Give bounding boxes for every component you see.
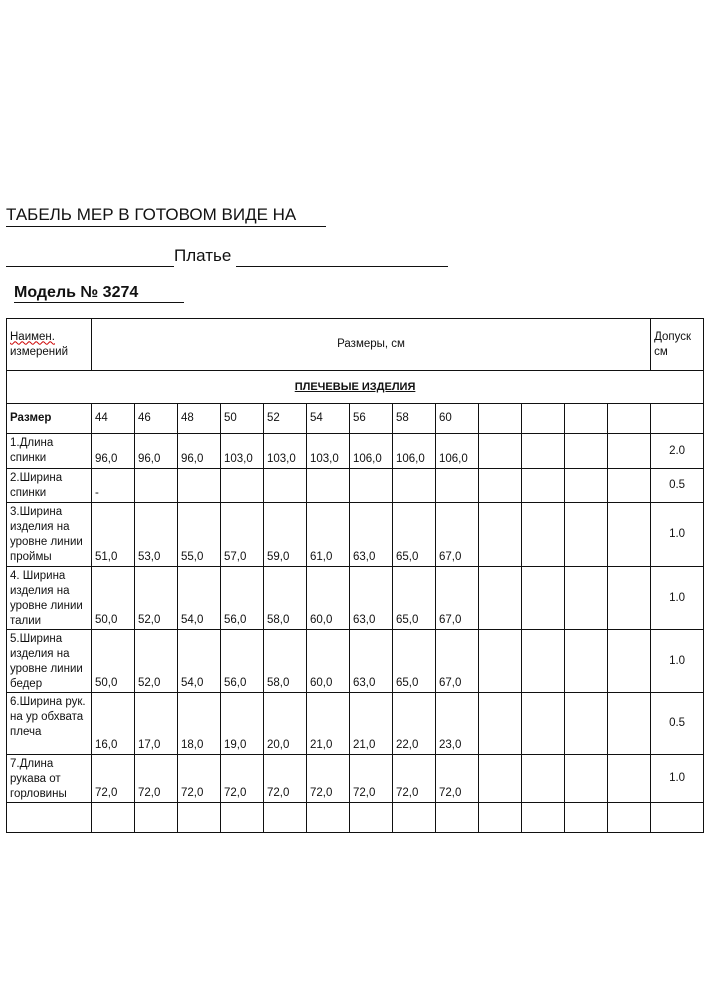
measurement-value	[522, 567, 565, 630]
model-number: Модель № 3274	[14, 284, 139, 301]
table-row	[7, 434, 704, 469]
cutoff-cell	[264, 803, 307, 833]
product-underline-right	[236, 266, 448, 267]
measurement-value: 60,0	[307, 567, 350, 630]
measurement-value: 58,0	[264, 567, 307, 630]
measurement-value	[608, 630, 651, 693]
table-row	[7, 503, 704, 567]
table-row	[7, 469, 704, 503]
size-row	[7, 404, 704, 434]
model-underline	[14, 302, 184, 303]
cutoff-cell	[436, 803, 479, 833]
measurement-value	[264, 469, 307, 503]
sizes-header: Размеры, см	[92, 319, 651, 371]
measurement-name: 3.Ширина изделия на уровне линии проймы	[7, 503, 92, 567]
tolerance-header: Допуск см	[651, 319, 704, 371]
title-underline	[6, 226, 326, 227]
size-header-cell: 60	[436, 404, 479, 434]
size-header-cell: 46	[135, 404, 178, 434]
name-header-line2: измерений	[10, 345, 68, 358]
measurement-value	[178, 469, 221, 503]
cutoff-cell	[92, 803, 135, 833]
measurement-value	[479, 693, 522, 755]
size-header-cell: 54	[307, 404, 350, 434]
measurement-value	[221, 469, 264, 503]
measurement-value: 106,0	[350, 434, 393, 469]
cutoff-cell	[565, 803, 608, 833]
product-underline-left	[6, 266, 174, 267]
table-row-cutoff	[7, 803, 704, 833]
measurement-value	[608, 567, 651, 630]
measurement-value: 55,0	[178, 503, 221, 567]
measurement-name: 6.Ширина рук. на ур обхвата плеча	[7, 693, 92, 755]
measurement-value: 60,0	[307, 630, 350, 693]
measurement-value: 20,0	[264, 693, 307, 755]
measurement-value: 72,0	[393, 755, 436, 803]
measurement-value	[565, 469, 608, 503]
measurement-value: 72,0	[350, 755, 393, 803]
measurement-value: 96,0	[135, 434, 178, 469]
measurement-name: 2.Ширина спинки	[7, 469, 92, 503]
measurement-value: 72,0	[92, 755, 135, 803]
tolerance-value: 1.0	[651, 755, 704, 803]
size-header-cell	[522, 404, 565, 434]
table-row	[7, 755, 704, 803]
measurement-value: 72,0	[135, 755, 178, 803]
measurement-value	[522, 693, 565, 755]
table-row	[7, 693, 704, 755]
measurement-name: 4. Ширина изделия на уровне линии талии	[7, 567, 92, 630]
measurement-value	[479, 567, 522, 630]
measurement-value: 103,0	[221, 434, 264, 469]
measurement-value: 67,0	[436, 503, 479, 567]
tolerance-value: 2.0	[651, 434, 704, 469]
measurement-value: 103,0	[264, 434, 307, 469]
measurement-value: 96,0	[92, 434, 135, 469]
tolerance-value: 0.5	[651, 469, 704, 503]
measurement-value: 19,0	[221, 693, 264, 755]
measurement-value	[479, 434, 522, 469]
measurement-value	[479, 630, 522, 693]
measurement-value: 56,0	[221, 630, 264, 693]
measurement-value: 56,0	[221, 567, 264, 630]
measurement-value: 67,0	[436, 567, 479, 630]
tolerance-value: 1.0	[651, 630, 704, 693]
measurement-value: 103,0	[307, 434, 350, 469]
size-header-cell: 44	[92, 404, 135, 434]
measurements-table	[6, 318, 704, 833]
name-header-line1: Наимен.	[10, 330, 55, 343]
cutoff-cell	[7, 803, 92, 833]
measurement-value: 53,0	[135, 503, 178, 567]
measurement-name: 1.Длина спинки	[7, 434, 92, 469]
measurement-value: 65,0	[393, 630, 436, 693]
measurement-value: 63,0	[350, 503, 393, 567]
measurement-value	[565, 567, 608, 630]
cutoff-cell	[350, 803, 393, 833]
measurement-value: 72,0	[307, 755, 350, 803]
cutoff-cell	[307, 803, 350, 833]
section-title: ПЛЕЧЕВЫЕ ИЗДЕЛИЯ	[294, 380, 416, 393]
measurement-name: 7.Длина рукава от горловины	[7, 755, 92, 803]
size-header-cell: 52	[264, 404, 307, 434]
cutoff-cell	[135, 803, 178, 833]
measurement-value: 52,0	[135, 630, 178, 693]
cutoff-cell	[221, 803, 264, 833]
measurement-value: 58,0	[264, 630, 307, 693]
size-row-label: Размер	[7, 404, 92, 434]
measurement-value: 51,0	[92, 503, 135, 567]
measurement-value	[565, 434, 608, 469]
measurement-value	[608, 755, 651, 803]
cutoff-cell	[178, 803, 221, 833]
size-header-cell: 48	[178, 404, 221, 434]
table-row	[7, 630, 704, 693]
measurement-value: 65,0	[393, 567, 436, 630]
measurement-value: 21,0	[350, 693, 393, 755]
cutoff-cell	[608, 803, 651, 833]
tolerance-value: 0.5	[651, 693, 704, 755]
measurement-value: 61,0	[307, 503, 350, 567]
measurement-value	[522, 434, 565, 469]
measurement-value	[522, 630, 565, 693]
measurement-value: 52,0	[135, 567, 178, 630]
size-row-tolerance-cell	[651, 404, 704, 434]
cutoff-cell	[479, 803, 522, 833]
measurement-value: 72,0	[264, 755, 307, 803]
measurement-value	[608, 693, 651, 755]
measurement-value: 96,0	[178, 434, 221, 469]
measurement-value	[608, 434, 651, 469]
size-header-cell	[479, 404, 522, 434]
measurement-value	[393, 469, 436, 503]
measurement-value: 63,0	[350, 630, 393, 693]
section-row	[7, 371, 704, 404]
measurement-value: 18,0	[178, 693, 221, 755]
measurement-value: 54,0	[178, 567, 221, 630]
measurement-value: 72,0	[178, 755, 221, 803]
measurement-name: 5.Ширина изделия на уровне линии бедер	[7, 630, 92, 693]
measurement-value	[608, 503, 651, 567]
header-row	[7, 319, 704, 371]
size-header-cell: 56	[350, 404, 393, 434]
measurement-value: 72,0	[221, 755, 264, 803]
measurement-value: -	[92, 469, 135, 503]
cutoff-cell	[393, 803, 436, 833]
measurement-value	[135, 469, 178, 503]
measurement-value: 54,0	[178, 630, 221, 693]
measurement-value	[479, 503, 522, 567]
product-name: Платье	[174, 246, 232, 265]
size-header-cell	[608, 404, 651, 434]
measurement-value: 67,0	[436, 630, 479, 693]
measurement-value: 21,0	[307, 693, 350, 755]
measurement-value: 106,0	[393, 434, 436, 469]
measurement-value	[350, 469, 393, 503]
measurement-value: 65,0	[393, 503, 436, 567]
measurement-value: 50,0	[92, 567, 135, 630]
tolerance-value: 1.0	[651, 503, 704, 567]
measurement-value	[479, 469, 522, 503]
measurement-value: 63,0	[350, 567, 393, 630]
measurement-value	[307, 469, 350, 503]
measurement-value: 57,0	[221, 503, 264, 567]
measurement-value	[479, 755, 522, 803]
measurement-value: 17,0	[135, 693, 178, 755]
measurement-value	[522, 503, 565, 567]
measurement-value	[522, 469, 565, 503]
cutoff-cell	[522, 803, 565, 833]
name-column-header	[7, 319, 92, 371]
measurement-value: 23,0	[436, 693, 479, 755]
size-header-cell: 58	[393, 404, 436, 434]
measurement-value	[565, 693, 608, 755]
measurement-value	[565, 755, 608, 803]
tolerance-value: 1.0	[651, 567, 704, 630]
size-header-cell	[565, 404, 608, 434]
measurement-value: 106,0	[436, 434, 479, 469]
measurement-value: 72,0	[436, 755, 479, 803]
table-title: ТАБЕЛЬ МЕР В ГОТОВОМ ВИДЕ НА	[6, 205, 297, 224]
measurements-table-wrapper	[6, 318, 692, 800]
measurement-value	[522, 755, 565, 803]
measurement-value: 16,0	[92, 693, 135, 755]
measurement-value: 59,0	[264, 503, 307, 567]
cutoff-cell	[651, 803, 704, 833]
section-title-cell	[7, 371, 704, 404]
measurement-value	[565, 630, 608, 693]
measurement-value: 50,0	[92, 630, 135, 693]
table-row	[7, 567, 704, 630]
measurement-value	[436, 469, 479, 503]
size-header-cell: 50	[221, 404, 264, 434]
measurement-value: 22,0	[393, 693, 436, 755]
measurement-value	[608, 469, 651, 503]
measurement-value	[565, 503, 608, 567]
